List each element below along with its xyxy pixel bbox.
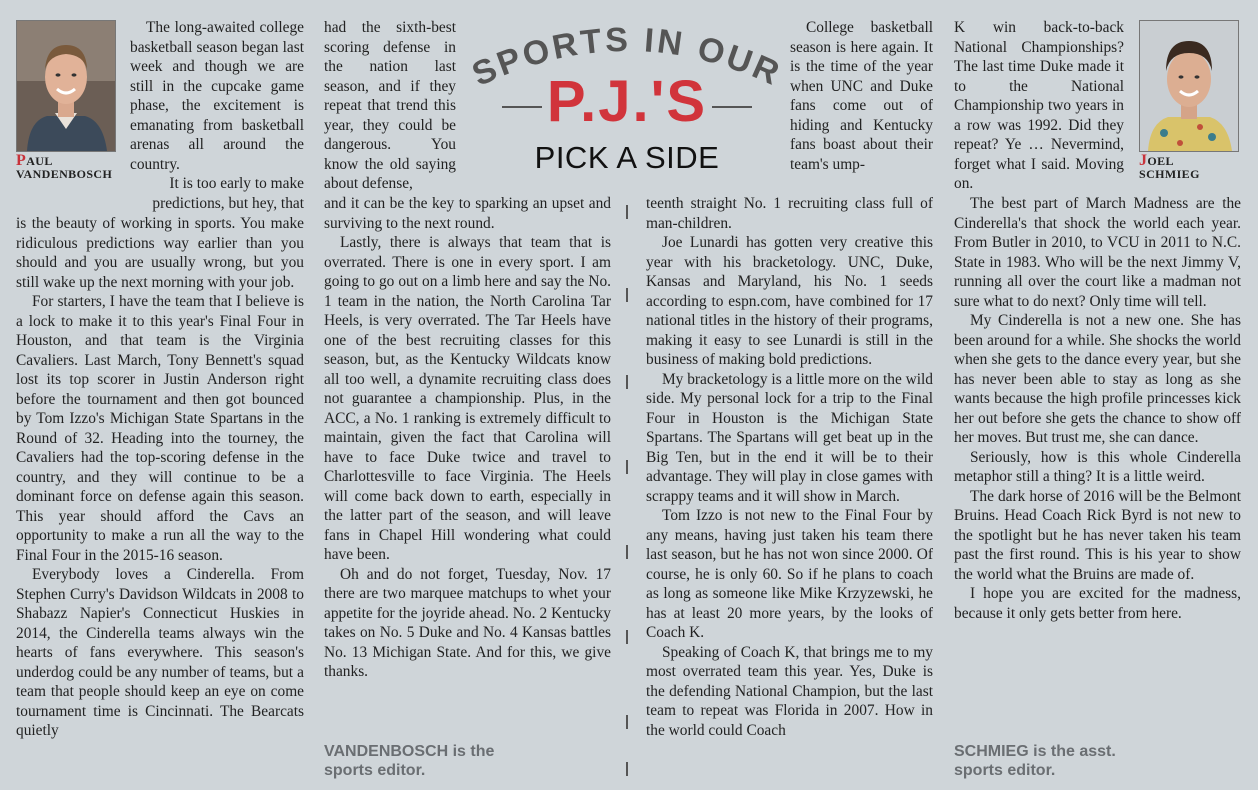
- author-photo-schmieg: [1139, 20, 1239, 152]
- masthead-top-line: SPORTS IN OUR: [466, 20, 788, 94]
- column-divider: [626, 545, 628, 559]
- masthead-subtitle: PICK A SIDE: [534, 140, 720, 175]
- right-article-column-4-top: [954, 18, 1124, 194]
- article-paragraph: The dark horse of 2016 will be the Belmont Bruins. Head Coach Rick Byrd is not new to the spotlight but he has never taken his team past the first round. This is his year to show the world what the Bruins are made of.: [954, 487, 1241, 583]
- masthead-rule-right: [712, 106, 752, 108]
- tagline-vandenbosch: [324, 742, 524, 780]
- column-divider: [626, 375, 628, 389]
- byline-last-name: VANDENBOSCH: [16, 167, 113, 181]
- byline-initial: P: [16, 152, 27, 169]
- tagline-name: VANDENBOSCH: [324, 743, 449, 760]
- left-article-column-2: [324, 194, 611, 682]
- article-paragraph: is the beauty of working in sports. You make ridiculous predictions way earlier than you should and you are usually wrong, but you still wake up the next morning with your job.: [16, 215, 304, 291]
- byline-vandenbosch: [16, 154, 126, 181]
- column-divider: [626, 715, 628, 729]
- right-article-column-4: [954, 194, 1241, 623]
- byline-first-name: OEL: [1147, 154, 1174, 168]
- byline-first-name: AUL: [26, 154, 53, 168]
- right-article-column-3: [646, 194, 933, 740]
- byline-schmieg: [1139, 154, 1239, 181]
- left-article-column-1: [16, 214, 304, 741]
- tagline-name: SCHMIEG: [954, 743, 1029, 760]
- article-paragraph: Speaking of Coach K, that brings me to my most overrated team this year. Yes, Duke is the defending National Champion, but the last team to repeat was Florida in 2007. How in the world could Coach: [646, 643, 933, 739]
- article-paragraph: I hope you are excited for the madness, because it only gets better from here.: [954, 585, 1241, 622]
- article-paragraph: K win back-to-back National Championships? The last time Duke made it to the National Championship two years in a row was 1992. Did they repeat? Ye … Nevermind, forget what I said. Moving on.: [954, 19, 1124, 192]
- article-paragraph: The best part of March Madness are the Cinderella's that shock the world each year. From Butler in 2010, to VCU in 2011 to N.C. State in 1983. Who will be the next Jimmy V, running all over the court like a madman not sure what to do next? Only time will tell.: [954, 195, 1241, 310]
- author-photo-vandenbosch: [16, 20, 116, 152]
- article-paragraph: Everybody loves a Cinderella. From Stephen Curry's Davidson Wildcats in 2008 to Shabazz Napier's Connecticut Huskies in 2014, the Cinderella teams always win the hearts of fans everywhere. This season's underdog could be any number of teams, but a team that people should keep an eye on come tournament time is Cincinnati. The Bearcats quietly: [16, 566, 304, 739]
- article-paragraph: Lastly, there is always that team that is overrated. There is one in every sport. I am going to go out on a limb here and say the No. 1 team in the nation, the North Carolina Tar Heels, is very overrated. The Tar Heels have one of the best recruiting classes for this season, but, as the Kentucky Wildcats know all too well, a dynamite recruiting class does not guarantee a championship. Plus, in the ACC, a No. 1 ranking is extremely difficult to maintain, given the fact that Carolina will have to face Duke twice and travel to Charlottesville to face Virginia. The Heels will come back down to earth, especially in the latter part of the season, and will leave fans in Chapel Hill wondering what could have been.: [324, 234, 611, 563]
- left-article-column-2-top: [324, 18, 456, 194]
- tagline-text: is the asst. sports editor.: [954, 743, 1116, 779]
- person-portrait-icon: [17, 21, 115, 151]
- tagline-schmieg: [954, 742, 1154, 780]
- masthead-title: P.J.'S: [546, 69, 708, 134]
- byline-last-name: SCHMIEG: [1139, 167, 1200, 181]
- column-divider: [626, 762, 628, 776]
- article-paragraph: Seriously, how is this whole Cinderella metaphor still a thing? It is a little weird.: [954, 448, 1241, 485]
- article-paragraph: The long-awaited college basketball season began last week and though we are still in the cupcake game phase, the excitement is emanating from basketball arenas all around the country.: [130, 19, 304, 173]
- masthead: [462, 18, 792, 188]
- article-paragraph: Oh and do not forget, Tuesday, Nov. 17 there are two marquee matchups to whet your appetite for the joyride ahead. No. 2 Kentucky takes on No. 5 Duke and No. 4 Kansas battles No. 13 Michigan State. And for this, we give thanks.: [324, 565, 611, 680]
- person-portrait-icon: [1140, 21, 1238, 151]
- article-paragraph: My bracketology is a little more on the wild side. My personal lock for a trip to the Final Four in Houston is the Michigan State Spartans. The Spartans will get beat up in the Big Ten, but in the end it will be to their advantage. They will play in close games with scrappy teams and it will show in March.: [646, 370, 933, 505]
- article-paragraph: and it can be the key to sparking an upset and surviving to the next round.: [324, 195, 611, 232]
- article-paragraph: teenth straight No. 1 recruiting class full of man-children.: [646, 195, 933, 232]
- left-article-intro: [130, 18, 304, 213]
- article-paragraph: College basketball season is here again. It is the time of the year when UNC and Duke fans come out of hiding and Kentucky fans boast about their team's ump-: [790, 19, 933, 173]
- article-paragraph: Joe Lunardi has gotten very creative this year with his bracketology. UNC, Duke, Kansas and Maryland, his No. 1 seeds according to espn.com, have combined for 17 national titles in the history of their programs, making it easy to see Lunardi is still in the business of making bold predictions.: [646, 234, 933, 368]
- tagline-text: is the sports editor.: [324, 743, 495, 779]
- article-paragraph: had the sixth-best scoring defense in the nation last season, and if they repeat that trend this year, they could be dangerous. You know the old saying about defense,: [324, 19, 456, 192]
- article-paragraph: For starters, I have the team that I believe is a lock to make it to this year's Final Four in Houston, and that team is the Virginia Cavaliers. Last March, Tony Bennett's squad lost its top scorer in Justin Anderson right before the tournament and then got bounced by Tom Izzo's Michigan State Spartans in the Round of 32. Heading into the tourney, the Cavaliers had the top-scoring defense in the country, and they will continue to be a dominant force on defense again this season. This year should afford the Cavs an opportunity to make a run all the way to the Final Four in the 2015-16 season.: [16, 293, 304, 564]
- column-divider: [626, 288, 628, 302]
- article-paragraph: My Cinderella is not a new one. She has been around for a while. She shocks the world when she gets to the dance every year, but she has never been able to stay as long as she wants because the high profile princesses kick her out before she gets the chance to show off her moves. But trust me, she can dance.: [954, 312, 1241, 446]
- right-article-column-3-top: [790, 18, 933, 174]
- article-paragraph: Tom Izzo is not new to the Final Four by any means, having just taken his team there last season, but he has not won since 2000. Of course, he is only 60. So if he plans to coach as long as someone like Mike Krzyzewski, he has at least 20 more years, by the looks of Coach K.: [646, 507, 933, 641]
- column-divider: [626, 205, 628, 219]
- byline-initial: J: [1139, 152, 1148, 169]
- column-divider: [626, 460, 628, 474]
- column-divider: [626, 630, 628, 644]
- article-paragraph-start: It is too early to make predictions, but hey, that: [152, 175, 304, 212]
